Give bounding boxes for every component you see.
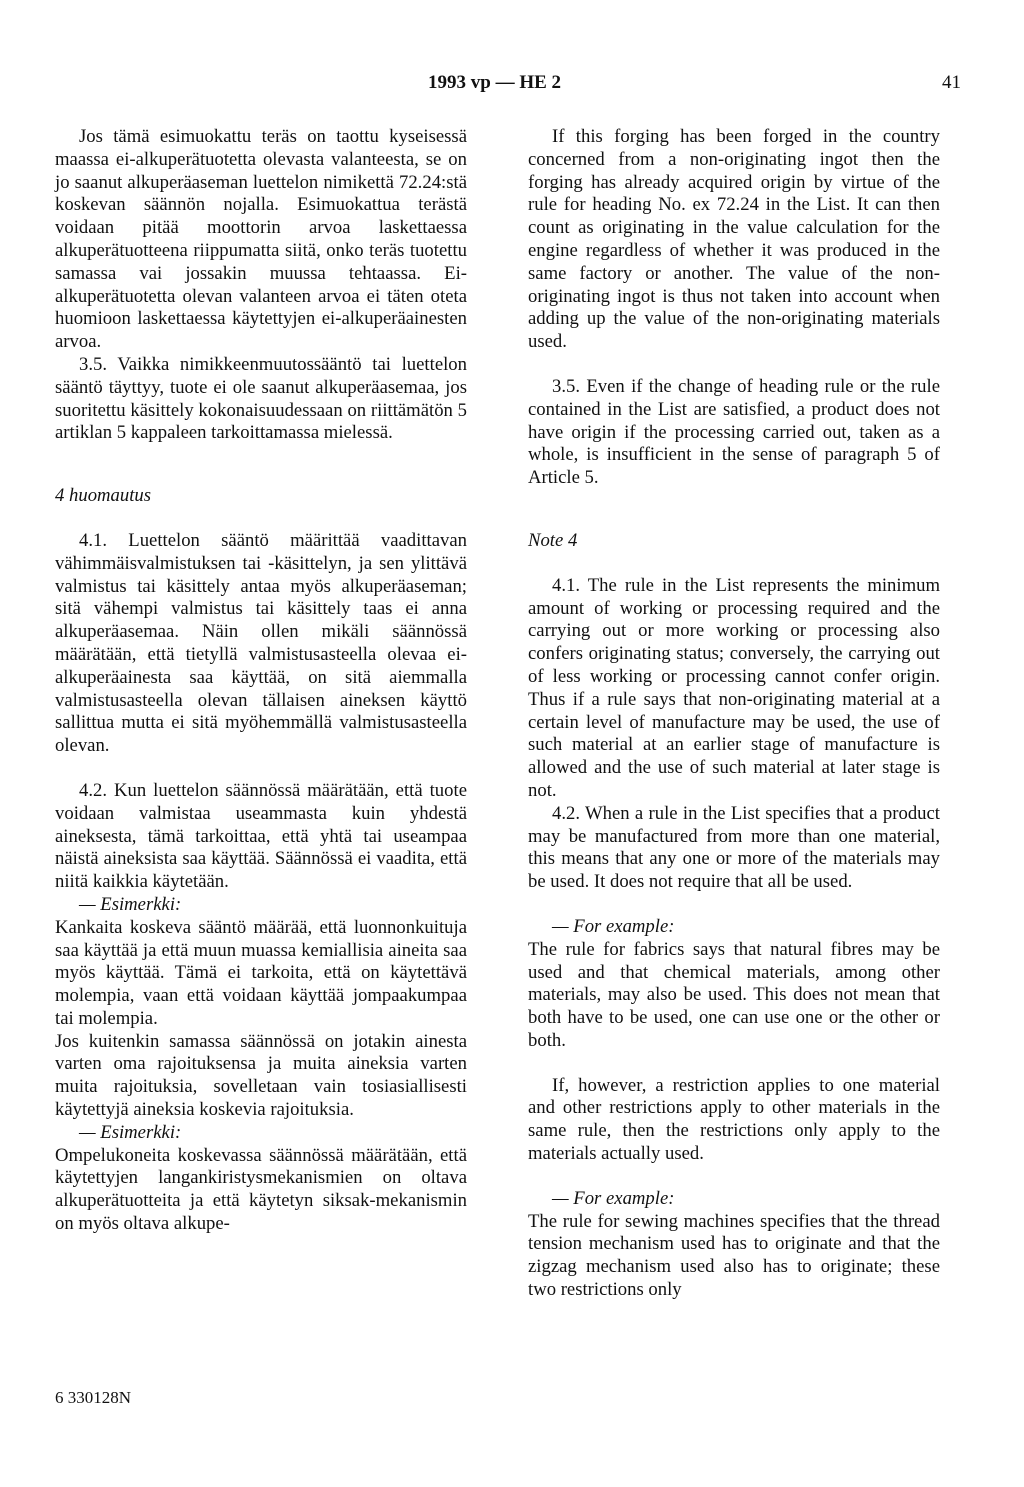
example-sewing-machines: The rule for sewing machines specifies that the thread tension mechanism used has to originate and that the zigzag mechanism used also has to originate; these two restrictions only [528,1210,940,1301]
finnish-column [55,126,467,1236]
english-column [528,126,940,1302]
paragraph-3-5: 3.5. Vaikka nimikkeenmuutossääntö tai luettelon sääntö täyttyy, tuote ei ole saanut alkuperäasemaa, jos suoritettu käsittely kokonaisuudessaan on riittämätön 5 artiklan 5 kappaleen tarkoittamassa mielessä. [55,353,467,444]
page-number: 41 [942,72,961,93]
example-label: — For example: [552,1187,675,1209]
paragraph-forging: If this forging has been forged in the country concerned from a non-originating ingot then the forging has already acquired origin by virtue of the rule for heading No. ex 72.24 in the List. It can then count as originating in the value calculation for the engine regardless of whether it was produced in the same factory or another. The value of the non-originating ingot is thus not taken into account when adding up the value of the non-originating materials used. [528,126,940,353]
paragraph-restrictions: If, however, a restriction applies to one material and other restrictions apply to other materials in the same rule, then the restrictions only apply to the materials actually used. [528,1074,940,1165]
example-label: — For example: [552,915,675,937]
note-heading: Note 4 [528,529,578,551]
paragraph-3-5: 3.5. Even if the change of heading rule or the rule contained in the List are satisfied, a product does not have origin if the processing carried out, taken as a whole, is insufficient in the sense of paragraph 5 of Article 5. [528,375,940,489]
paragraph-4-2: 4.2. Kun luettelon säännössä määrätään, että tuote voidaan valmistaa useammasta kuin yhdestä aineksesta, tämä tarkoittaa, että yhtä tai useampaa näistä aineksista saa käyttää. Säännössä ei vaadita, että niitä kaikkia käytetään. [55,779,467,893]
page-header [0,72,1024,102]
paragraph-4-2: 4.2. When a rule in the List specifies that a product may be manufactured from more than one material, this means that any one or more of the materials may be used. It does not require that all be used. [528,802,940,893]
example-label: — Esimerkki: [79,1121,182,1143]
document-title: 1993 vp — HE 2 [428,72,562,93]
note-heading: 4 huomautus [55,485,152,507]
paragraph-4-1: 4.1. Luettelon sääntö määrittää vaadittavan vähimmäisvalmistuksen tai -käsittelyn, ja sen ylittävä valmistus tai käsittely antaa myös alkuperäaseman; sitä vähempi valmistus tai käsittely taas ei anna alkuperäasemaa. Näin ollen mikäli säännössä määrätään, että tietyllä valmistusasteella olevaa ei-alkuperäainesta saa käyttää, on sitä aiemmalla valmistusasteella olevan tällaisen aineksen käyttö sallittua mutta ei sitä myöhemmällä valmistusasteella olevan. [55,529,467,757]
paragraph-4-1: 4.1. The rule in the List represents the minimum amount of working or processing required and the carrying out or more working or processing also confers originating status; conversely, the carrying out of less working or processing cannot confer origin. Thus if a rule says that non-originating material at a certain level of manufacture may be used, the use of such material at an earlier stage of manufacture is allowed and the use of such material at later stage is not. [528,574,940,801]
paragraph-restrictions: Jos kuitenkin samassa säännössä on jotakin ainesta varten oma rajoituksensa ja muita aineksia varten muita rajoituksia, sovelletaan vain tosiasiallisesti käytettyjä aineksia koskevia rajoituksia. [55,1030,467,1121]
example-sewing-machines: Ompelukoneita koskevassa säännössä määrätään, että käytettyjen langankiristysmekanismien on oltava alkuperätuotteita ja että käytetyn siksak-mekanismin on myös oltava alkupe- [55,1144,467,1235]
example-label: — Esimerkki: [79,893,182,915]
footer-code: 6 330128N [55,1388,132,1407]
example-fabrics: The rule for fabrics says that natural fibres may be used and that chemical materials, among other materials, may also be used. This does not mean that both have to be used, one can use one or the other or both. [528,938,940,1051]
example-fabrics: Kankaita koskeva sääntö määrää, että luonnonkuituja saa käyttää ja että muun muassa kemiallisia aineita saa myös käyttää. Tämä ei tarkoita, että on käytettävä molempia, vaan että voidaan käyttää jompaakumpaa tai molempia. [55,916,467,1029]
paragraph-forging: Jos tämä esimuokattu teräs on taottu kyseisessä maassa ei-alkuperätuotetta olevasta valanteesta, se on jo saanut alkuperäaseman luettelon nimikettä 72.24:stä koskevan säännön nojalla. Esimuokattua terästä voidaan pitää moottorin arvoa laskettaessa alkuperätuotteena riippumatta siitä, onko teräs tuotettu samassa vai jossakin muussa tehtaassa. Ei-alkuperätuotetta olevan valanteen arvoa ei täten oteta huomioon laskettaessa käytettyjen ei-alkuperäainesten arvoa. [55,126,467,353]
